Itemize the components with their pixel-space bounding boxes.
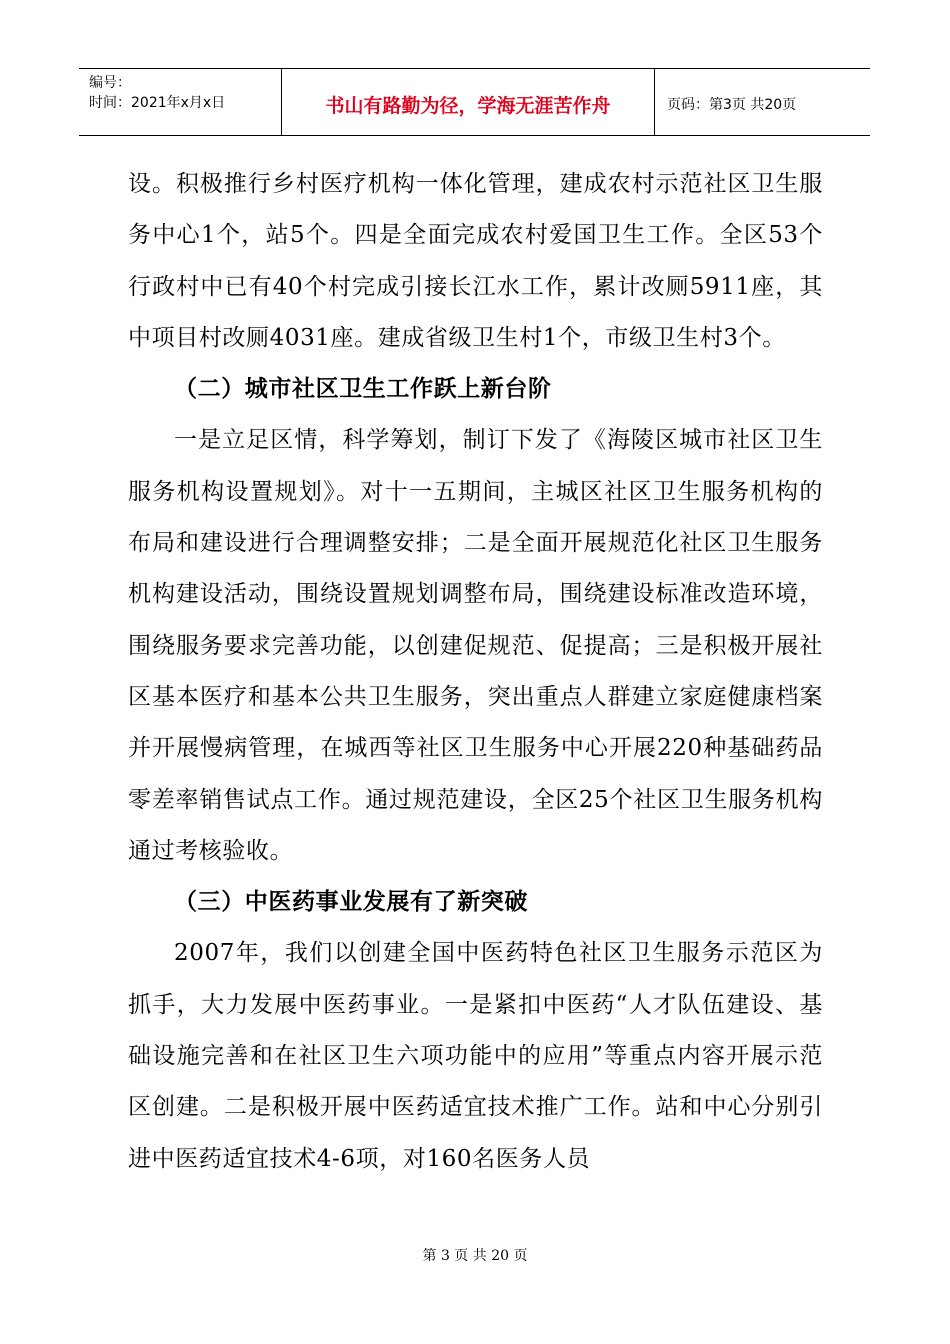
time-label: 时间：2021年x月x日: [89, 95, 226, 111]
header-motto: 书山有路勤为径，学海无涯苦作舟: [281, 69, 655, 135]
paragraph-tcm: 2007年，我们以创建全国中医药特色社区卫生服务示范区为抓手，大力发展中医药事业。一是紧扣中医药“人才队伍建设、基础设施完善和在社区卫生六项功能中的应用”等重点内容开展示范区创建。二是积极开展中医药适宜技术推广工作。站和中心分别引进中医药适宜技术4-6项，对160名医务人员: [128, 940, 823, 1172]
header-meta: [79, 69, 281, 135]
page-header: [79, 68, 870, 136]
paragraph-urban-community: 一是立足区情，科学筹划，制订下发了《海陵区城市社区卫生服务机构设置规划》。对十一五期间，主城区社区卫生服务机构的布局和建设进行合理调整安排；二是全面开展规范化社区卫生服务机构建设活动，围绕设置规划调整布局，围绕建设标准改造环境，围绕服务要求完善功能，以创建促规范、促提高；三是积极开展社区基本医疗和基本公共卫生服务，突出重点人群建立家庭健康档案并开展慢病管理，在城西等社区卫生服务中心开展220种基础药品零差率销售试点工作。通过规范建设，全区25个社区卫生服务机构通过考核验收。: [128, 427, 823, 864]
paragraph-continued: 设。积极推行乡村医疗机构一体化管理，建成农村示范社区卫生服务中心1个，站5个。四是全面完成农村爱国卫生工作。全区53个行政村中已有40个村完成引接长江水工作，累计改厕5911座，其中项目村改厕4031座。建成省级卫生村1个，市级卫生村3个。: [128, 171, 823, 351]
section-heading-3: （三）中医药事业发展有了新突破: [174, 889, 528, 916]
page-footer: 第 3 页 共 20 页: [422, 1248, 528, 1264]
section-heading-2: （二）城市社区卫生工作跃上新台阶: [174, 376, 552, 403]
number-label: 编号：: [89, 75, 131, 91]
header-page-info: 页码：第3页 共20页: [667, 97, 797, 113]
document-body: [128, 159, 823, 1185]
